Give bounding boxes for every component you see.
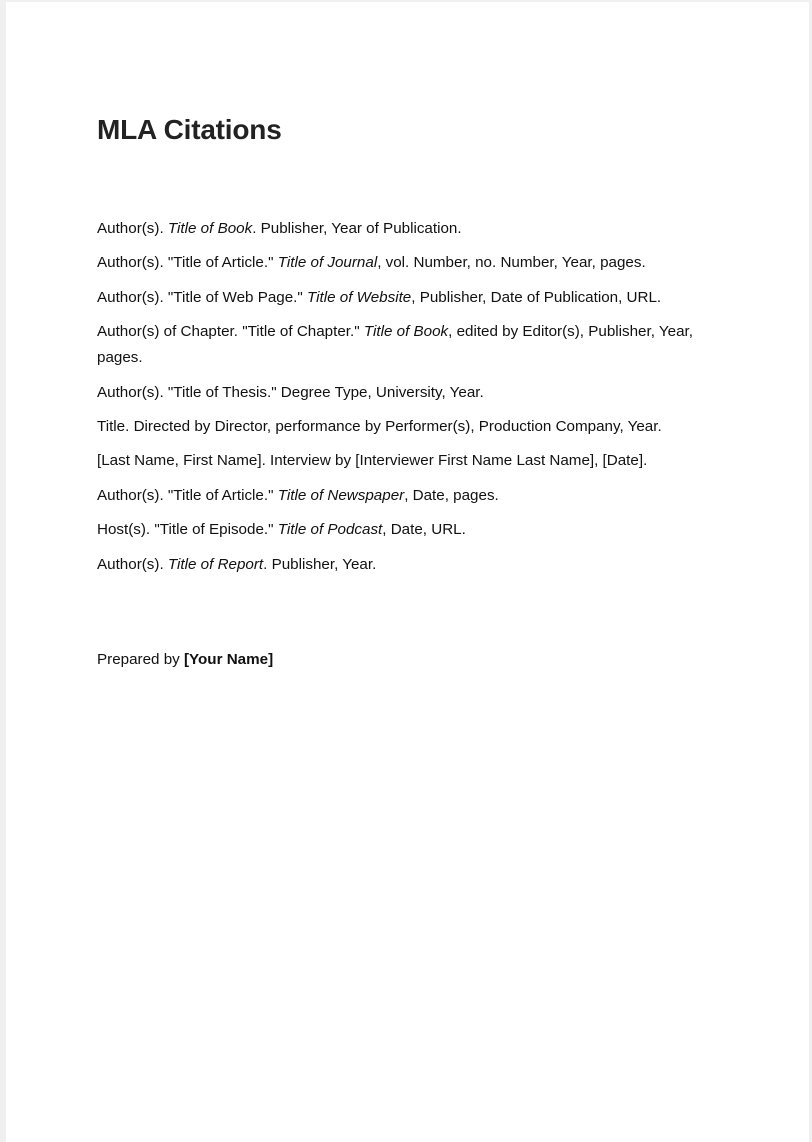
citation-text: Author(s). "Title of Web Page.": [97, 288, 307, 306]
citation-text: Title. Directed by Director, performance by Performer(s), Production Company, Year.: [97, 417, 662, 435]
citation-text: . Publisher, Year.: [263, 555, 377, 573]
citation-entry: [97, 380, 737, 406]
citation-italic-title: Title of Podcast: [277, 521, 383, 539]
citation-italic-title: Title of Report: [167, 555, 264, 573]
citation-text: , Publisher, Date of Publication, URL.: [411, 288, 662, 306]
citation-entry: [97, 483, 737, 509]
citation-entry: [97, 517, 737, 543]
citation-italic-title: Title of Newspaper: [277, 486, 405, 504]
citation-text: , Date, URL.: [382, 521, 466, 539]
page-title: MLA Citations: [97, 114, 282, 145]
citation-text: Author(s). "Title of Thesis." Degree Type, University, Year.: [97, 383, 484, 401]
prepared-by-name: [Your Name]: [183, 650, 274, 668]
citation-text: , edited by Editor(s), Publisher, Year, pages.: [97, 323, 693, 367]
citation-entry: [97, 448, 737, 474]
citation-italic-title: Title of Journal: [277, 254, 378, 272]
citation-italic-title: Title of Book: [363, 323, 449, 341]
citation-text: Host(s). "Title of Episode.": [97, 521, 278, 539]
document-page: [6, 2, 809, 1142]
document-content: [97, 112, 737, 687]
citation-list: [97, 216, 737, 578]
citation-text: , Date, pages.: [404, 486, 499, 504]
citation-entry: [97, 285, 737, 311]
citation-italic-title: Title of Book: [167, 220, 253, 237]
citation-text: Author(s).: [97, 555, 168, 573]
citation-entry: [97, 216, 737, 242]
citation-text: . Publisher, Year of Publication.: [252, 220, 462, 237]
citation-italic-title: Title of Website: [307, 288, 412, 306]
citation-text: Author(s). "Title of Article.": [97, 254, 278, 272]
citation-text: Author(s) of Chapter. "Title of Chapter.": [97, 323, 364, 341]
citation-text: Author(s).: [97, 220, 168, 237]
citation-entry: [97, 414, 737, 440]
citation-text: Author(s). "Title of Article.": [97, 486, 278, 504]
citation-entry: [97, 319, 737, 371]
citation-text: , vol. Number, no. Number, Year, pages.: [377, 254, 646, 272]
citation-text: [Last Name, First Name]. Interview by [Interviewer First Name Last Name], [Date].: [97, 452, 648, 470]
citation-entry: [97, 552, 737, 578]
citation-entry: [97, 250, 737, 276]
prepared-by-line: [97, 648, 737, 672]
prepared-by-label: Prepared by: [97, 650, 184, 668]
